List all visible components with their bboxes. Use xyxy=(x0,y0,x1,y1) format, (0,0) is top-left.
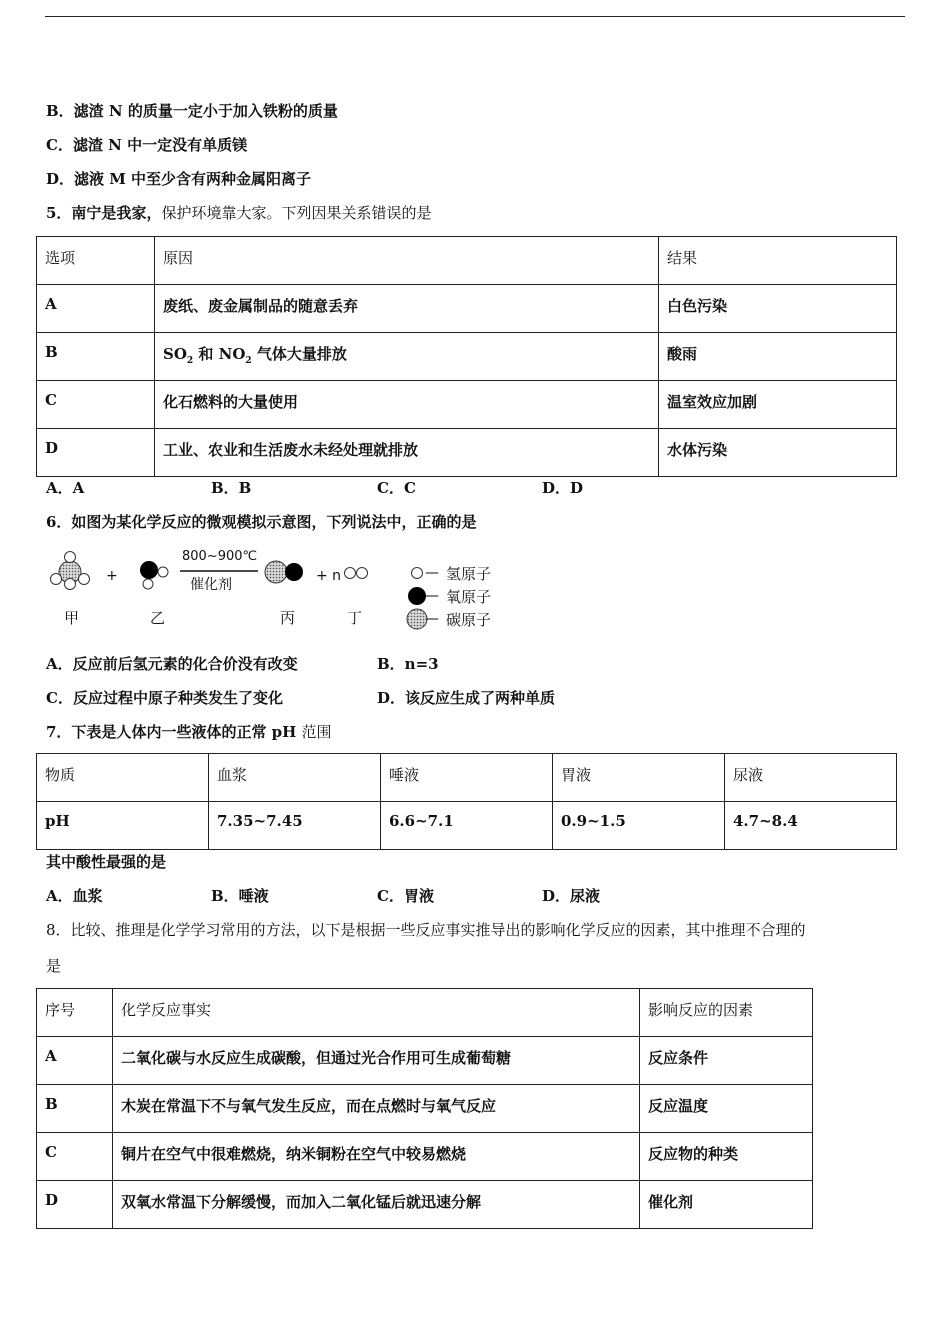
q6-choices-row2 xyxy=(46,688,555,708)
carbon-atom xyxy=(265,561,287,583)
label-bing: 丙 xyxy=(280,609,296,627)
table-row xyxy=(37,1037,813,1085)
plus-n: + n xyxy=(316,568,342,584)
q8-stem-line1: 8．比较、推理是化学学习常用的方法，以下是根据一些反应事实推导出的影响化学反应的因素，其中推理不合理的 xyxy=(46,921,806,939)
legend-carbon: 碳原子 xyxy=(446,611,492,629)
q5-row-result: 水体污染 xyxy=(659,429,897,477)
formula-so: SO xyxy=(163,345,187,363)
q5-choice-a[interactable]: A．A xyxy=(46,479,85,497)
water-molecule xyxy=(140,561,168,589)
q6-choice-c[interactable]: C．反应过程中原子种类发生了变化 xyxy=(46,689,283,707)
table-row xyxy=(37,285,897,333)
label-jia: 甲 xyxy=(64,609,80,627)
formula-no: 和 NO xyxy=(193,345,246,363)
q8-row-factor: 反应条件 xyxy=(640,1037,813,1085)
oxygen-atom xyxy=(140,561,158,579)
label-yi: 乙 xyxy=(150,609,166,627)
q7-choice-b[interactable]: B．唾液 xyxy=(211,887,269,905)
q7-stem-prefix: 7．下表是人体内一些液体的正常 pH xyxy=(46,723,302,741)
q8-row-fact: 二氧化碳与水反应生成碳酸，但通过光合作用可生成葡萄糖 xyxy=(113,1037,640,1085)
hydrogen-atom xyxy=(357,568,368,579)
legend-oxygen: 氧原子 xyxy=(446,588,492,606)
q5-header-result: 结果 xyxy=(659,237,897,285)
q7-stem xyxy=(46,722,332,742)
subscript: 2 xyxy=(245,356,252,366)
hydrogen-atom xyxy=(51,574,62,585)
q7-stem-suffix: 范围 xyxy=(301,723,332,741)
q7-cell: pH xyxy=(37,802,209,850)
q5-row-cause: 化石燃料的大量使用 xyxy=(155,381,659,429)
q7-header: 胃液 xyxy=(553,754,725,802)
q6-choices-row1 xyxy=(46,654,439,674)
hydrogen-atom xyxy=(65,552,76,563)
q6-choice-b[interactable]: B．n=3 xyxy=(377,655,439,673)
q7-cell: 7.35~7.45 xyxy=(209,802,381,850)
table-header-row xyxy=(37,237,897,285)
reaction-diagram xyxy=(44,546,514,636)
condition-temperature: 800~900℃ xyxy=(182,549,258,564)
label-ding: 丁 xyxy=(347,609,363,627)
q5-choice-d[interactable]: D．D xyxy=(542,479,584,497)
q8-row-factor: 催化剂 xyxy=(640,1181,813,1229)
q8-row-option: A xyxy=(37,1037,113,1085)
q8-row-option: D xyxy=(37,1181,113,1229)
q5-table xyxy=(36,236,897,477)
q5-row-cause: 工业、农业和生活废水未经处理就排放 xyxy=(155,429,659,477)
table-row xyxy=(37,1181,813,1229)
q7-header: 唾液 xyxy=(381,754,553,802)
q7-table xyxy=(36,753,897,850)
q5-row-result: 酸雨 xyxy=(659,333,897,381)
q4-option-d[interactable]: D．滤液 M 中至少含有两种金属阳离子 xyxy=(46,170,312,188)
oxygen-legend-icon xyxy=(408,587,426,605)
table-row xyxy=(37,1085,813,1133)
q8-row-option: C xyxy=(37,1133,113,1181)
q8-table xyxy=(36,988,813,1229)
q7-choice-a[interactable]: A．血浆 xyxy=(46,887,103,905)
q6-choice-d[interactable]: D．该反应生成了两种单质 xyxy=(377,689,556,707)
q8-row-fact: 双氧水常温下分解缓慢，而加入二氧化锰后就迅速分解 xyxy=(113,1181,640,1229)
table-row xyxy=(37,1133,813,1181)
hydrogen-molecule xyxy=(345,568,368,579)
legend-dash: — xyxy=(425,588,439,604)
q8-row-fact: 铜片在空气中很难燃烧，纳米铜粉在空气中较易燃烧 xyxy=(113,1133,640,1181)
hydrogen-atom xyxy=(65,579,76,590)
oxygen-atom xyxy=(285,563,303,581)
hydrogen-atom xyxy=(158,567,168,577)
q5-choices xyxy=(46,478,583,498)
q7-question: 其中酸性最强的是 xyxy=(46,853,167,871)
q5-row-option: B xyxy=(37,333,155,381)
q6-stem: 6．如图为某化学反应的微观模拟示意图，下列说法中，正确的是 xyxy=(46,513,477,531)
legend-dash: — xyxy=(425,565,439,581)
q7-choice-d[interactable]: D．尿液 xyxy=(542,887,601,905)
table-row xyxy=(37,802,897,850)
q7-cell: 6.6~7.1 xyxy=(381,802,553,850)
q4-option-b[interactable]: B．滤渣 N 的质量一定小于加入铁粉的质量 xyxy=(46,102,338,120)
q5-row-option: A xyxy=(37,285,155,333)
q5-row-option: D xyxy=(37,429,155,477)
q4-option-c[interactable]: C．滤渣 N 中一定没有单质镁 xyxy=(46,136,248,154)
q7-cell: 0.9~1.5 xyxy=(553,802,725,850)
q5-choice-c[interactable]: C．C xyxy=(377,479,416,497)
condition-catalyst: 催化剂 xyxy=(190,577,232,593)
legend xyxy=(407,565,491,629)
q5-row-result: 温室效应加剧 xyxy=(659,381,897,429)
subscript: 2 xyxy=(186,356,194,366)
q5-header-option: 选项 xyxy=(37,237,155,285)
header-rule xyxy=(45,16,905,17)
table-header-row xyxy=(37,754,897,802)
q8-row-factor: 反应温度 xyxy=(640,1085,813,1133)
q8-stem-line2: 是 xyxy=(46,957,62,975)
q5-stem-prefix: 5．南宁是我家， xyxy=(46,204,162,222)
q8-row-factor: 反应物的种类 xyxy=(640,1133,813,1181)
q5-stem xyxy=(46,203,431,223)
q8-header-index: 序号 xyxy=(37,989,113,1037)
q7-choices xyxy=(46,886,600,906)
hydrogen-atom xyxy=(345,568,356,579)
carbon-monoxide-molecule xyxy=(265,561,303,583)
hydrogen-legend-icon xyxy=(412,568,423,579)
plus-sign: + xyxy=(106,568,118,584)
q8-row-option: B xyxy=(37,1085,113,1133)
table-row xyxy=(37,333,897,381)
q5-stem-suffix: 保护环境靠大家。下列因果关系错误的是 xyxy=(161,204,432,222)
table-row xyxy=(37,429,897,477)
table-row xyxy=(37,381,897,429)
q7-header: 血浆 xyxy=(209,754,381,802)
q7-header: 物质 xyxy=(37,754,209,802)
hydrogen-atom xyxy=(79,574,90,585)
q8-header-fact: 化学反应事实 xyxy=(113,989,640,1037)
legend-dash: — xyxy=(425,611,439,627)
q5-row-option: C xyxy=(37,381,155,429)
table-header-row xyxy=(37,989,813,1037)
q7-header: 尿液 xyxy=(725,754,897,802)
cause-text: 气体大量排放 xyxy=(251,345,347,363)
carbon-legend-icon xyxy=(407,609,427,629)
q6-choice-a[interactable]: A．反应前后氢元素的化合价没有改变 xyxy=(46,655,298,673)
hydrogen-atom xyxy=(143,579,153,589)
legend-hydrogen: 氢原子 xyxy=(446,565,492,583)
q5-header-cause: 原因 xyxy=(155,237,659,285)
q5-choice-b[interactable]: B．B xyxy=(211,479,252,497)
q5-row-result: 白色污染 xyxy=(659,285,897,333)
q8-header-factor: 影响反应的因素 xyxy=(640,989,813,1037)
q8-row-fact: 木炭在常温下不与氧气发生反应，而在点燃时与氧气反应 xyxy=(113,1085,640,1133)
q5-row-cause xyxy=(155,333,659,381)
q7-cell: 4.7~8.4 xyxy=(725,802,897,850)
methane-molecule xyxy=(51,552,90,590)
q5-row-cause: 废纸、废金属制品的随意丢弃 xyxy=(155,285,659,333)
q7-choice-c[interactable]: C．胃液 xyxy=(377,887,434,905)
